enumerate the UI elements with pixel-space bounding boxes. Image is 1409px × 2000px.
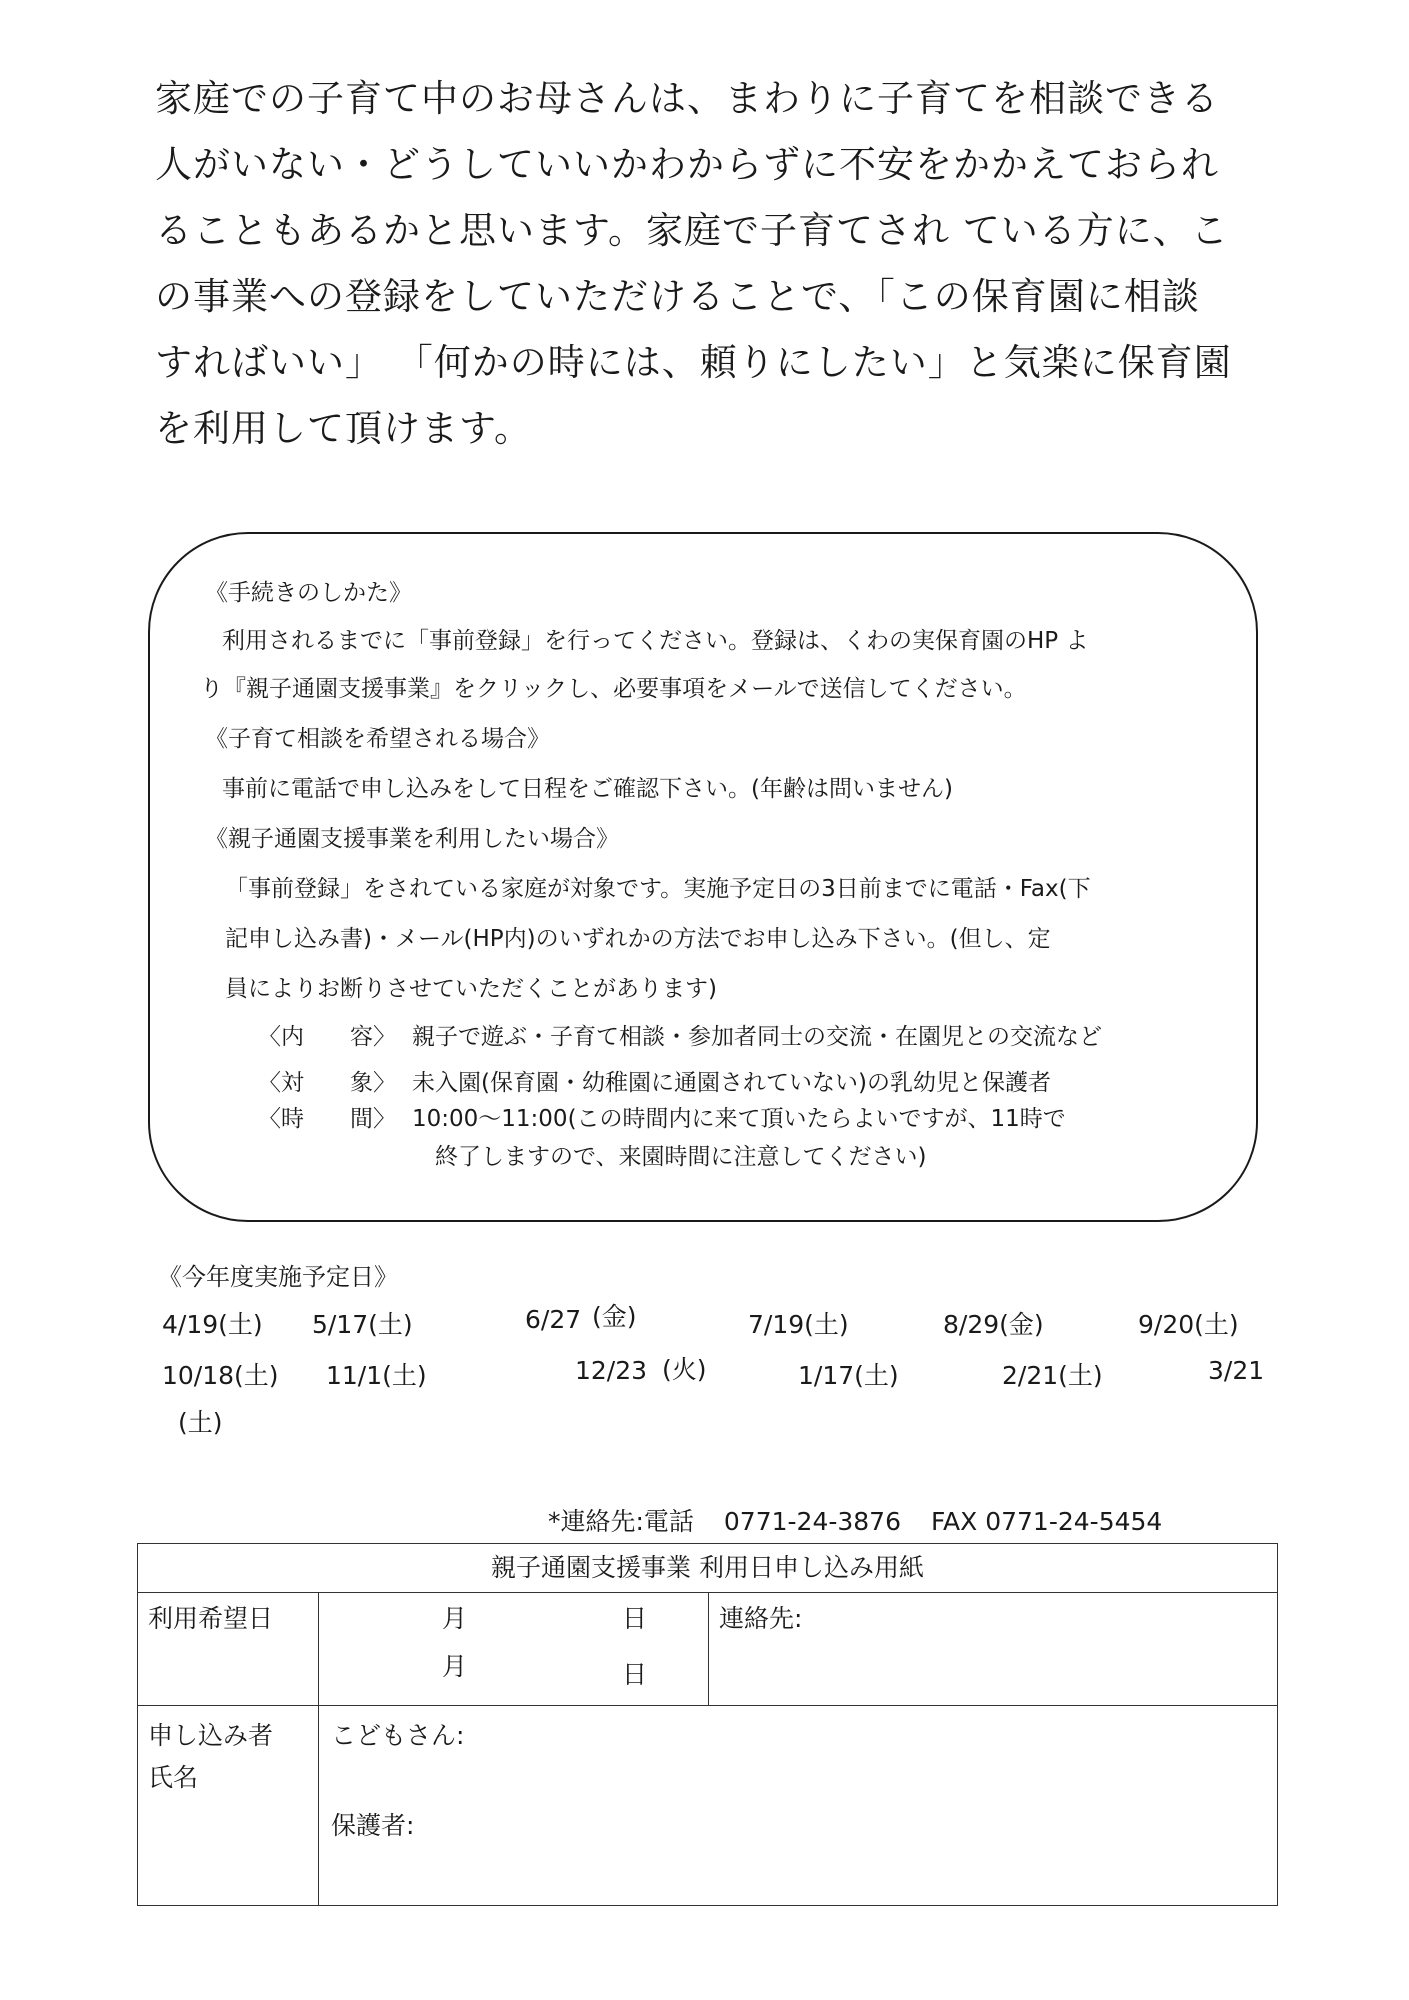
schedule-date: 4/19(土) — [162, 1310, 263, 1339]
content-label: 〈内 容〉 — [258, 1024, 396, 1050]
form-title: 親子通園支援事業 利用日申し込み用紙 — [138, 1544, 1278, 1593]
date-field[interactable] — [319, 1593, 709, 1706]
intro-line: 家庭での子育て中のお母さんは、まわりに子育てを相談できる — [155, 77, 1219, 120]
target-value: 未入園(保育園・幼稚園に通園されていない)の乳幼児と保護者 — [412, 1070, 1051, 1096]
procedure-heading: 《手続きのしかた》 — [205, 580, 412, 606]
applicant-label-line: 氏名 — [148, 1763, 199, 1792]
schedule-weekday: (火) — [662, 1355, 707, 1384]
intro-line: ることもあるかと思います。家庭で子育てされ ている方に、こ — [155, 209, 1229, 252]
procedure-box — [148, 532, 1258, 1222]
schedule-date: 6/27 — [525, 1305, 582, 1334]
support-text: 「事前登録」をされている家庭が対象です。実施予定日の3日前までに電話・Fax(下 — [225, 876, 1091, 902]
schedule-date: 3/21 — [1208, 1356, 1265, 1385]
intro-line: の事業への登録をしていただけることで、「この保育園に相談 — [155, 275, 1200, 318]
applicant-name-field[interactable] — [319, 1706, 1278, 1906]
target-label: 〈対 象〉 — [258, 1070, 396, 1096]
schedule-title: 《今年度実施予定日》 — [158, 1263, 398, 1291]
day-label: 日 — [622, 1660, 648, 1689]
schedule-date: 2/21(土) — [1002, 1361, 1103, 1390]
applicant-label-line: 申し込み者 — [148, 1721, 274, 1750]
application-form — [137, 1543, 1278, 1906]
time-label: 〈時 間〉 — [258, 1106, 396, 1132]
contact-phone: 0771-24-3876 — [723, 1507, 901, 1536]
child-name-label: こどもさん: — [331, 1721, 465, 1750]
schedule-date: 7/19(土) — [748, 1310, 849, 1339]
schedule-weekday: (金) — [592, 1302, 637, 1331]
schedule-weekday: (土) — [178, 1408, 223, 1437]
intro-line: すればいい」 「何かの時には、頼りにしたい」と気楽に保育園 — [155, 341, 1232, 384]
procedure-text: り『親子通園支援事業』をクリックし、必要事項をメールで送信してください。 — [200, 676, 1027, 702]
guardian-name-label: 保護者: — [331, 1811, 415, 1840]
schedule-date: 1/17(土) — [798, 1361, 899, 1390]
schedule-date: 12/23 — [575, 1356, 648, 1385]
intro-line: を利用して頂けます。 — [155, 407, 533, 450]
support-text: 記申し込み書)・メール(HP内)のいずれかの方法でお申し込み下さい。(但し、定 — [225, 926, 1051, 952]
contact-fax: FAX 0771-24-5454 — [930, 1507, 1163, 1536]
contact-field[interactable] — [709, 1593, 1278, 1706]
month-label: 月 — [442, 1652, 468, 1681]
contact-field-label: 連絡先: — [719, 1604, 803, 1633]
intro-line: 人がいない・どうしていいかわからずに不安をかかえておられ — [155, 143, 1219, 186]
schedule-date: 5/17(土) — [312, 1310, 413, 1339]
schedule-date: 9/20(土) — [1138, 1310, 1239, 1339]
procedure-text: 利用されるまでに「事前登録」を行ってください。登録は、くわの実保育園のHP よ — [222, 628, 1089, 654]
consultation-heading: 《子育て相談を希望される場合》 — [205, 726, 550, 752]
schedule-date: 11/1(土) — [326, 1361, 427, 1390]
content-value: 親子で遊ぶ・子育て相談・参加者同士の交流・在園児との交流など — [412, 1024, 1102, 1050]
day-label: 日 — [622, 1604, 648, 1633]
support-heading: 《親子通園支援事業を利用したい場合》 — [205, 826, 619, 852]
intro-paragraph — [155, 66, 1265, 462]
time-value: 終了しますので、来園時間に注意してください) — [435, 1144, 927, 1170]
contact-line — [548, 1502, 1184, 1538]
support-text: 員によりお断りさせていただくことがあります) — [225, 976, 717, 1002]
contact-label: *連絡先:電話 — [548, 1507, 694, 1536]
month-label: 月 — [442, 1604, 468, 1633]
schedule-date: 8/29(金) — [943, 1310, 1044, 1339]
schedule-date: 10/18(土) — [162, 1361, 279, 1390]
applicant-label — [138, 1706, 319, 1906]
consultation-text: 事前に電話で申し込みをして日程をご確認下さい。(年齢は問いません) — [222, 776, 953, 802]
time-value: 10:00〜11:00(この時間内に来て頂いたらよいですが、11時で — [412, 1106, 1066, 1132]
date-label: 利用希望日 — [138, 1593, 319, 1706]
